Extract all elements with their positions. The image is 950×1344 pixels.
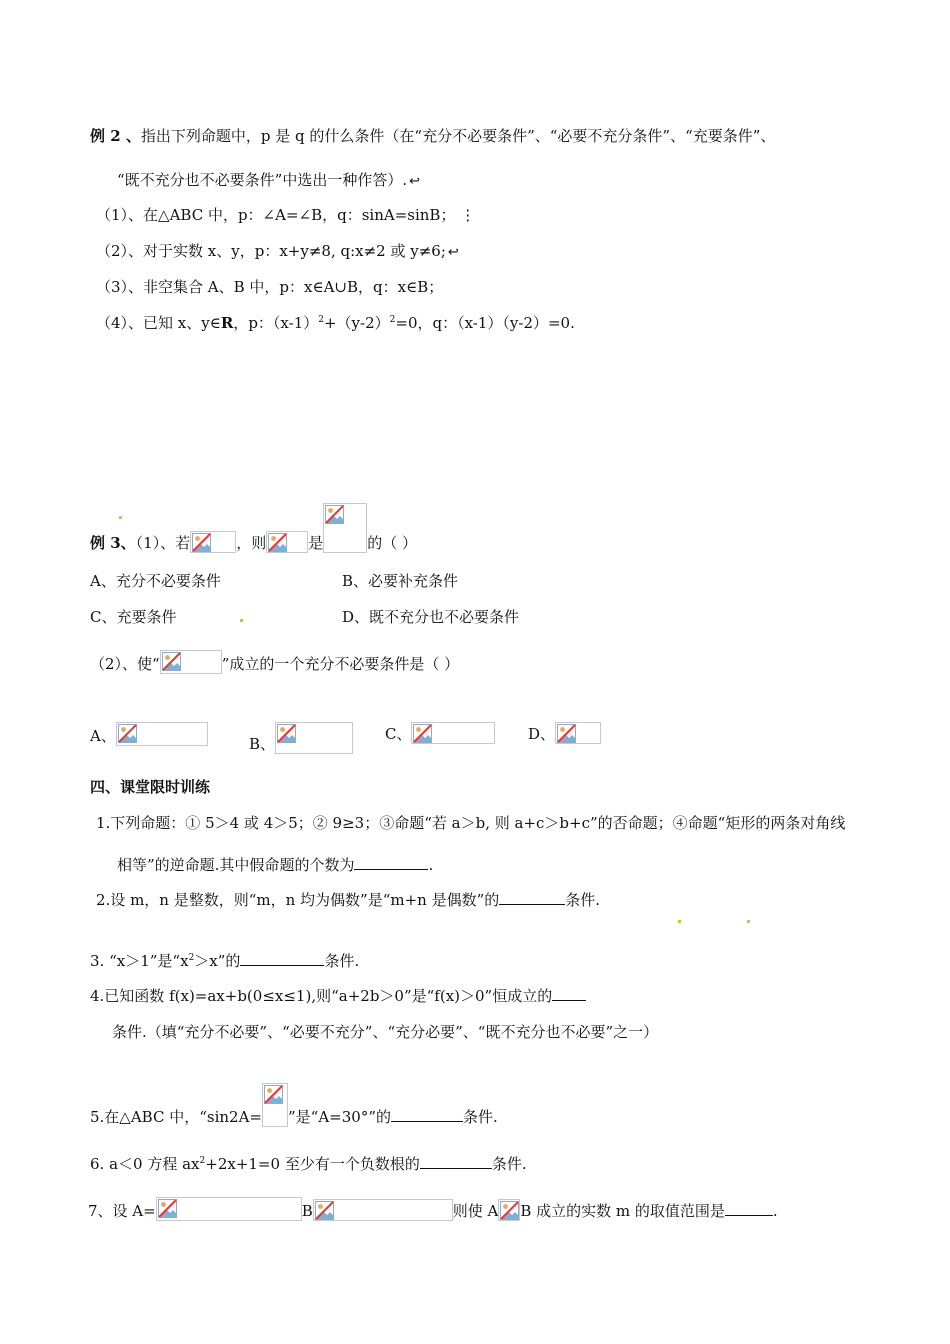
formula-image-icon (323, 503, 367, 553)
problem-4 (90, 986, 586, 1006)
problem-text: 条件. (565, 891, 601, 909)
option-label: A、 (90, 727, 116, 745)
problem-text: . (772, 1202, 778, 1220)
item-text: （4）、已知 x、y∈ (96, 314, 221, 332)
problem-text: 相等”的逆命题.其中假命题的个数为 (117, 856, 355, 874)
option-label: D、 (528, 725, 556, 743)
stray-mark (119, 516, 122, 519)
problem-4-cont: 条件.（填“充分不必要”、“必要不充分”、“充分必要”、“既不充分也不必要”之一） (112, 1023, 659, 1041)
formula-image-icon (555, 722, 601, 744)
problem-text: B (301, 1202, 313, 1220)
problem-text: 条件. (491, 1155, 527, 1173)
item-text: （1）、在△ABC 中，p：∠A=∠B，q：sinA=sinB； (96, 206, 456, 224)
answer-blank[interactable] (420, 1154, 492, 1169)
choice-a: A、充分不必要条件 (90, 572, 221, 590)
example-3-q2 (90, 650, 459, 674)
choice-d: D、既不充分也不必要条件 (342, 608, 520, 626)
example-2-stem-cont: “既不充分也不必要条件”中选出一种作答）. (117, 171, 408, 189)
item-text: ，p：（x-1） (233, 314, 319, 332)
example-2-line-2 (117, 170, 420, 192)
problem-1-cont (117, 855, 433, 875)
problem-5 (90, 1083, 498, 1127)
formula-image-icon (266, 531, 308, 553)
problem-6 (90, 1154, 527, 1174)
example-2-line-1 (90, 126, 775, 146)
example-2-item-1 (96, 205, 475, 225)
choice-b: B、必要补充条件 (342, 572, 459, 590)
problem-text: 则使 A (452, 1202, 499, 1220)
example-2-item-4 (96, 313, 575, 333)
answer-blank[interactable] (354, 855, 428, 870)
superscript: 2 (318, 315, 324, 325)
problem-2 (96, 890, 600, 910)
question-text: 的（ ） (367, 534, 418, 552)
formula-image-icon (116, 722, 208, 746)
formula-image-icon (498, 1199, 520, 1221)
example-2-stem: 指出下列命题中，p 是 q 的什么条件（在“充分不必要条件”、“必要不充分条件”、“充要条件”、 (140, 127, 776, 145)
problem-text: 3. “x＞1”是“x (90, 952, 189, 970)
superscript: 2 (389, 315, 396, 325)
problem-text: +2x+1=0 至少有一个负数根的 (205, 1155, 420, 1173)
problem-text: 6. a＜0 方程 ax (90, 1155, 200, 1173)
formula-image-icon (313, 1199, 453, 1221)
stray-mark (747, 920, 750, 923)
choice-c: C、充要条件 (90, 608, 177, 626)
example-2-title: 例 2 、 (90, 127, 141, 145)
stray-mark (240, 619, 243, 622)
problem-text: 2.设 m，n 是整数，则“m，n 均为偶数”是“m+n 是偶数”的 (96, 891, 500, 909)
option-b (249, 722, 353, 754)
stray-mark (678, 920, 681, 923)
answer-blank[interactable] (240, 951, 324, 966)
problem-text: 5.在△ABC 中，“sin2A= (90, 1108, 262, 1126)
item-text: =0，q：（x-1）（y-2）=0. (395, 314, 575, 332)
section-4-title: 四、课堂限时训练 (90, 778, 211, 796)
item-text: （3）、非空集合 A、B 中，p：x∈A∪B，q：x∈B； (96, 278, 444, 296)
answer-blank[interactable] (725, 1201, 773, 1216)
example-3-title: 例 3、 (90, 534, 136, 552)
formula-image-icon (411, 722, 495, 744)
item-text: +（y-2） (323, 314, 390, 332)
example-2-item-2 (96, 241, 459, 263)
superscript: 2 (188, 953, 195, 963)
problem-7 (88, 1197, 778, 1221)
formula-image-icon (160, 650, 222, 674)
problem-text: 4.已知函数 f(x)=ax+b(0≤x≤1),则“a+2b＞0”是“f(x)＞0”恒成立的 (90, 987, 553, 1005)
option-label: B、 (249, 735, 276, 753)
problem-text: ＞x”的 (194, 952, 241, 970)
option-label: C、 (385, 725, 412, 743)
problem-text: B 成立的实数 m 的取值范围是 (520, 1202, 725, 1220)
question-text: （1）、若 (135, 534, 191, 552)
problem-text: ”是“A=30°”的 (288, 1108, 391, 1126)
formula-image-icon (262, 1083, 288, 1127)
problem-3 (90, 951, 359, 971)
problem-text: . (428, 856, 434, 874)
question-text: ”成立的一个充分不必要条件是（ ） (221, 655, 460, 673)
problem-1: 1.下列命题：① 5＞4 或 4＞5；② 9≥3；③命题“若 a＞b, 则 a+c＞b+c”的否命题；④命题“矩形的两条对角线 (96, 814, 846, 832)
problem-text: 条件. (324, 952, 360, 970)
formula-image-icon (156, 1197, 302, 1221)
question-text: 是 (308, 534, 324, 552)
problem-text: 条件. (463, 1108, 498, 1126)
superscript: 2 (199, 1156, 206, 1166)
option-a (90, 722, 208, 746)
answer-blank[interactable] (552, 986, 586, 1001)
real-set-symbol: R (220, 314, 234, 332)
formula-image-icon (190, 531, 236, 553)
example-2-item-3 (96, 277, 443, 297)
answer-blank[interactable] (391, 1107, 463, 1122)
formula-image-icon (275, 722, 353, 754)
example-3-q1 (90, 503, 417, 553)
option-d (528, 722, 601, 744)
option-c (385, 722, 495, 744)
problem-text: 7、设 A= (88, 1202, 156, 1220)
item-text: （2）、对于实数 x、y，p：x+y≠8, q:x≠2 或 y≠6; (96, 242, 446, 260)
answer-blank[interactable] (499, 890, 565, 905)
question-text: ，则 (236, 534, 267, 552)
question-text: （2）、使“ (90, 655, 160, 673)
ellipsis-icon: ⋮ (455, 206, 476, 224)
anchor-glyph-icon: ↩ (447, 245, 459, 260)
anchor-glyph-icon: ↩ (409, 174, 421, 189)
